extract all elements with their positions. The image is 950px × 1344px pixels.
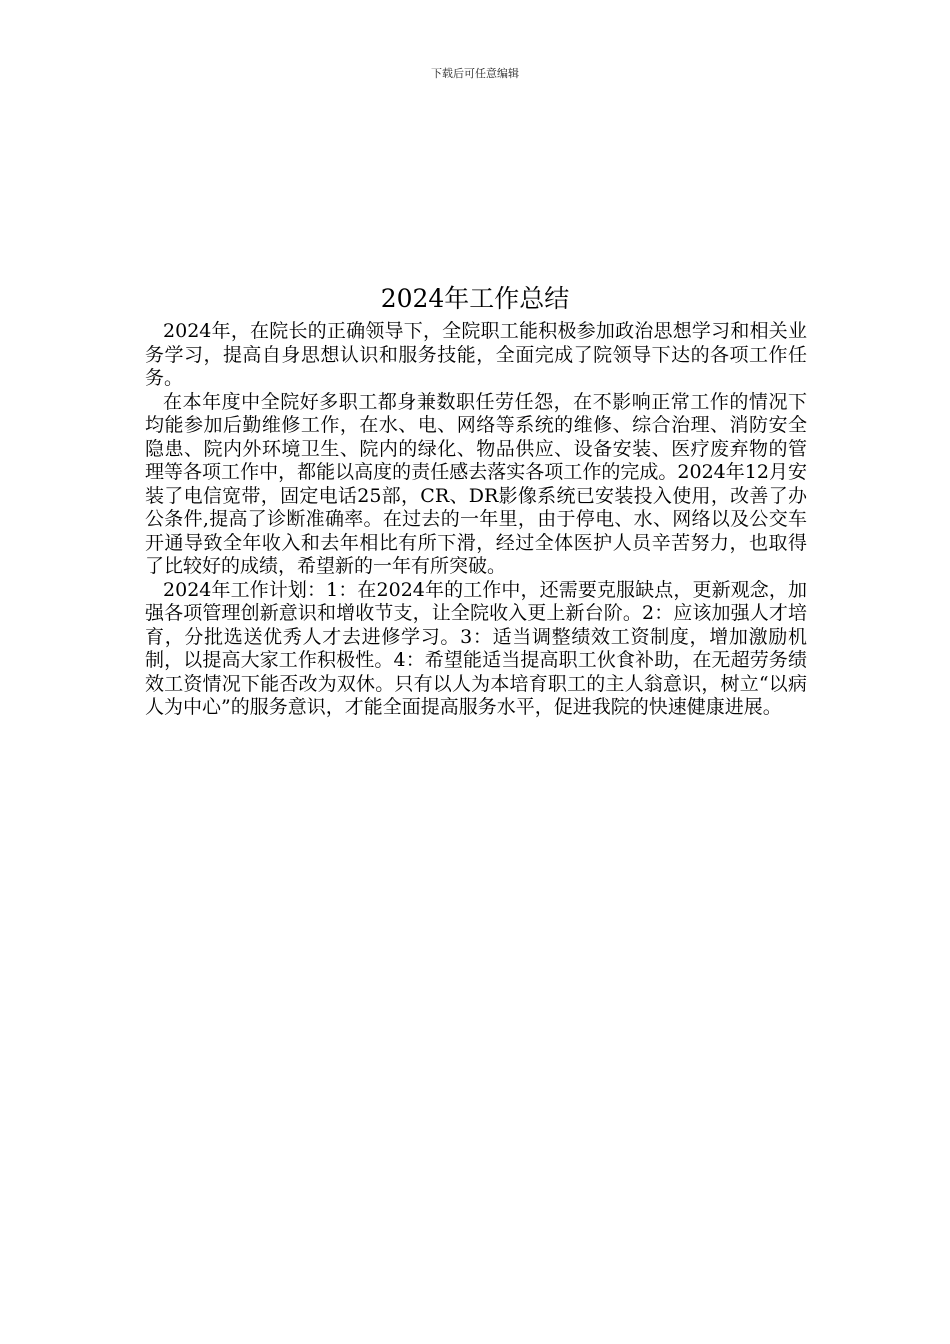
document-title: 2024年工作总结 [380, 284, 570, 313]
paragraph-work-review: 在本年度中全院好多职工都身兼数职任劳任怨，在不影响正常工作的情况下均能参加后勤维修工作，在水、电、网络等系统的维修、综合治理、消防安全隐患、院内外环境卫生、院内的绿化、物品供应、设备安装、医疗废弃物的管理等各项工作中，都能以高度的责任感去落实各项工作的完成。2024年12月安装了电信宽带，固定电话25部，CR、DR影像系统已安装投入使用，改善了办公条件,提高了诊断准确率。在过去的一年里，由于停电、水、网络以及公交车开通导致全年收入和去年相比有所下滑，经过全体医护人员辛苦努力，也取得了比较好的成绩，希望新的一年有所突破。 [145, 390, 807, 577]
header-note: 下载后可任意编辑 [431, 67, 519, 80]
document-body [145, 320, 807, 720]
paragraph-work-plan: 2024年工作计划：1：在2024年的工作中，还需要克服缺点，更新观念，加强各项管理创新意识和增收节支，让全院收入更上新台阶。2：应该加强人才培育，分批选送优秀人才去进修学习。3：适当调整绩效工资制度，增加激励机制，以提高大家工作积极性。4：希望能适当提高职工伙食补助，在无超劳务绩效工资情况下能否改为双休。只有以人为本培育职工的主人翁意识，树立“以病人为中心”的服务意识，才能全面提高服务水平，促进我院的快速健康进展。 [145, 578, 807, 718]
paragraph-intro: 2024年，在院长的正确领导下，全院职工能积极参加政治思想学习和相关业务学习，提高自身思想认识和服务技能，全面完成了院领导下达的各项工作任务。 [145, 320, 807, 389]
